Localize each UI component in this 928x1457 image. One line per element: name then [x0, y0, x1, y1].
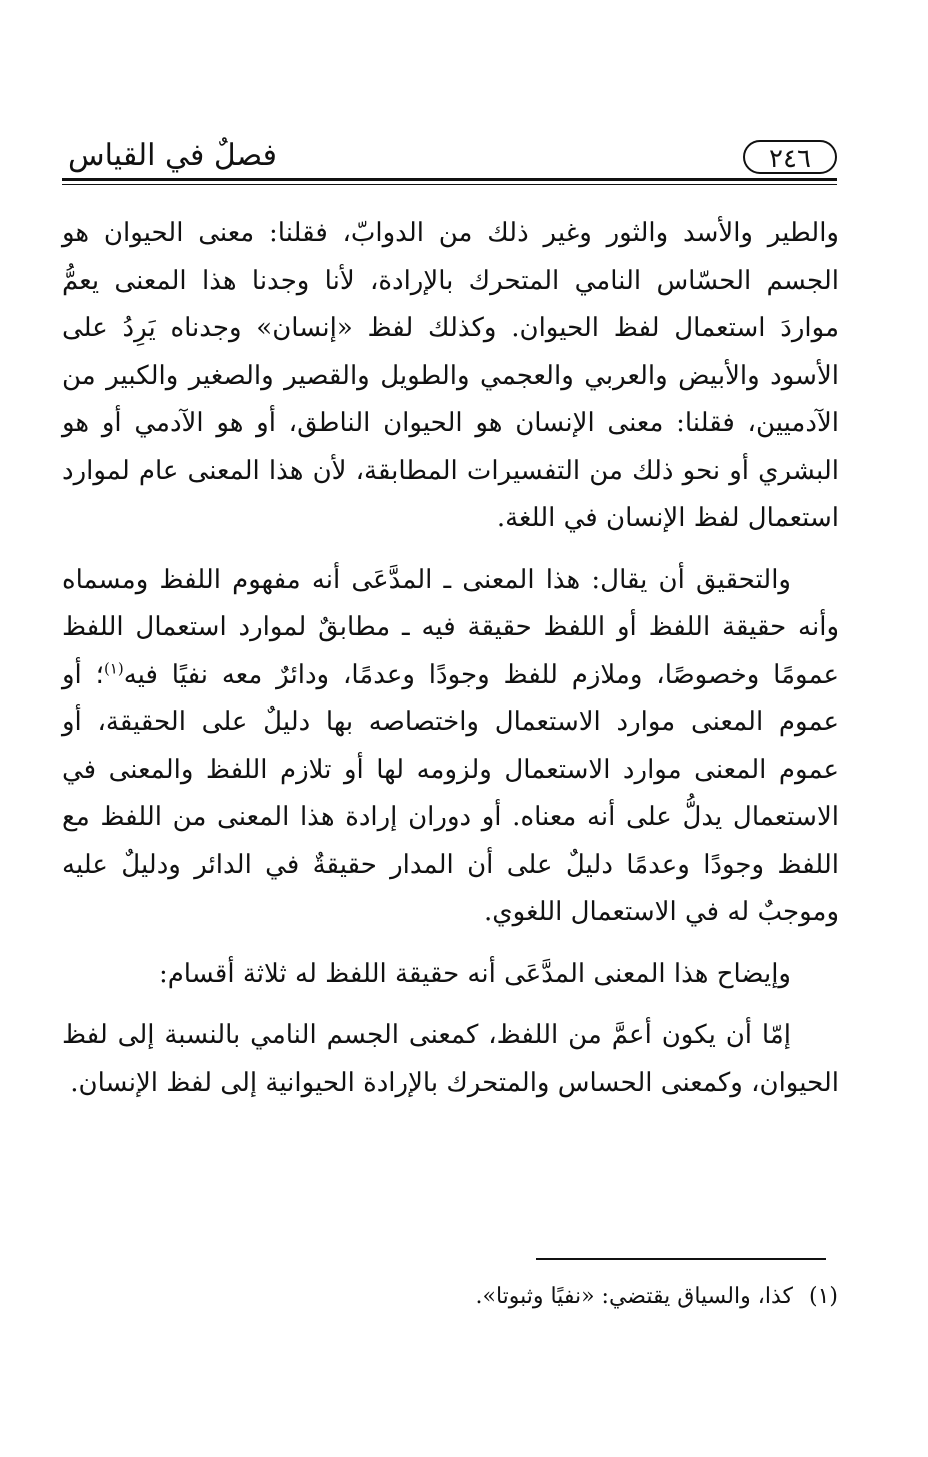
paragraph-3: وإيضاح هذا المعنى المدَّعَى أنه حقيقة اللفظ له ثلاثة أقسام: — [158, 958, 791, 989]
page-number: ٢٤٦ — [743, 140, 837, 174]
paragraph-2 — [62, 557, 839, 937]
page-header — [62, 130, 837, 190]
paragraph-1: والطير والأسد والثور وغير ذلك من الدوابّ، فقلنا: معنى الحيوان هو الجسم الحسّاس النامي المتحرك بالإرادة، لأنا وجدنا هذا المعنى يعمُّ مواردَ استعمال لفظ الحيوان. وكذلك لفظ «إنسان» وجدناه يَرِدُ على الأسود والأبيض والعربي والعجمي والطويل والقصير والصغير والكبير من الآدميين، فقلنا: معنى الإنسان هو الحيوان الناطق، أو هو الآدمي أو هو البشري أو نحو ذلك من التفسيرات المطابقة، لأن هذا المعنى عام لموارد استعمال لفظ الإنسان في اللغة. — [62, 218, 839, 533]
body-text — [62, 210, 839, 1107]
paragraph-4: إمّا أن يكون أعمَّ من اللفظ، كمعنى الجسم النامي بالنسبة إلى لفظ الحيوان، وكمعنى الحساس والمتحرك بالإرادة الحيوانية إلى لفظ الإنسان. — [62, 1020, 839, 1098]
footnote-reference: (١) — [103, 658, 124, 677]
footnote-separator — [536, 1258, 826, 1260]
header-rule-thin — [62, 184, 837, 185]
paragraph-2-part-2: ؛ أو عموم المعنى موارد الاستعمال واختصاصه بها دليلٌ على الحقيقة، أو عموم المعنى موارد الاستعمال ولزومه لها أو تلازم اللفظ والمعنى في الاستعمال يدلُّ على أنه معناه. أو دوران إرادة هذا المعنى من اللفظ مع اللفظ وجودًا وعدمًا دليلٌ على أن المدار حقيقةٌ في الدائر ودليلٌ عليه وموجبٌ له في الاستعمال اللغوي. — [62, 659, 839, 927]
footnote — [475, 1284, 838, 1309]
running-title: فصلٌ في القياس — [68, 138, 277, 173]
footnote-number: (١) — [808, 1284, 838, 1309]
header-rule — [62, 178, 837, 181]
footnote-text: كذا، والسياق يقتضي: «نفيًا وثبوتا». — [475, 1284, 793, 1309]
paragraph-2-part-1: والتحقيق أن يقال: هذا المعنى ـ المدَّعَى أنه مفهوم اللفظ ومسماه وأنه حقيقة اللفظ أو اللفظ حقيقة فيه ـ مطابقٌ لموارد استعمال اللفظ عمومًا وخصوصًا، وملازم للفظ وجودًا وعدمًا، ودائرٌ معه نفيًا فيه — [62, 564, 839, 690]
